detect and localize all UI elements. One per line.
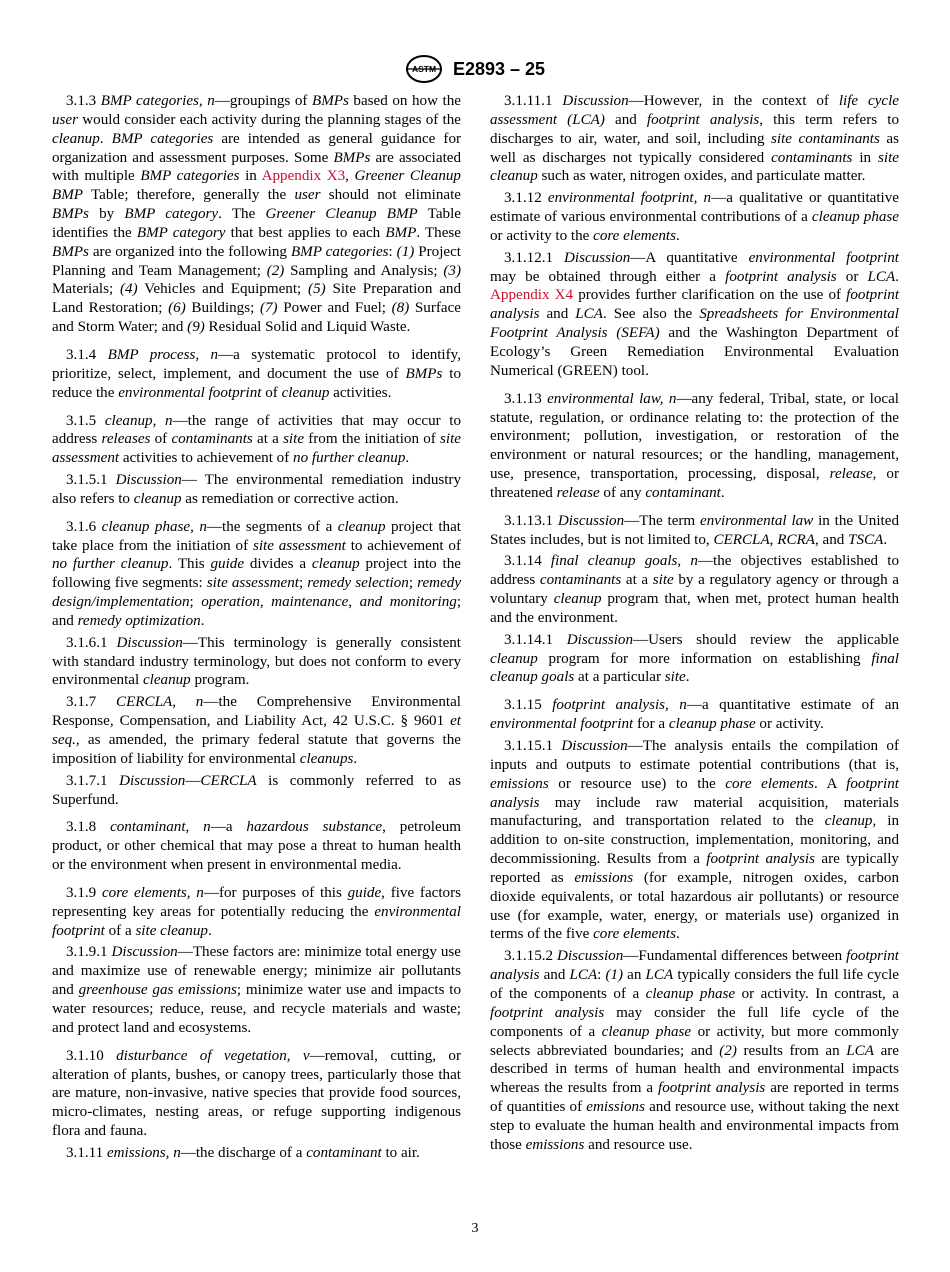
discussion-3-1-6-1: 3.1.6.1 Discussion—This terminology is generally consistent with standard industry terminology, but does not conform to every environmental cleanup program. bbox=[52, 634, 462, 689]
definition-3-1-4: 3.1.4 BMP process, n—a systematic protocol to identify, prioritize, select, implement, and document the use of BMPs to reduce the environmental footprint of cleanup activities. bbox=[52, 346, 461, 401]
definition-3-1-10: 3.1.10 disturbance of vegetation, v—removal, cutting, or alteration of plants, bushes, or canopy trees, particularly those that are mature, non-invasive, native species that provide food sources, micro-climates, nesting areas, or refuge supporting indigenous flora and fauna. bbox=[52, 1047, 461, 1140]
discussion-3-1-15-1: 3.1.15.1 Discussion—The analysis entails the compilation of inputs and outputs to estimate potential contributions (that is, emissions or resource use) to the core elements. A footprint analysis may include raw material acquisition, materials manufacturing, and transportation related to the cleanup, in addition to on-site construction, implementation, monitoring, and decommissioning. Results from a footprint analysis are typically reported as emissions (for example, nitrogen oxides, carbon dioxide equivalents, or total hazardous air pollutants) or resource use (for example, water, energy, or materials use) organized in terms of the five core elements. bbox=[490, 738, 899, 943]
definition-3-1-8: 3.1.8 contaminant, n—a hazardous substance, petroleum product, or other chemical that may pose a threat to human health or the environment when present in environmental media. bbox=[52, 819, 461, 874]
left-column bbox=[52, 92, 461, 1166]
discussion-3-1-5-1: 3.1.5.1 Discussion— The environmental remediation industry also refers to cleanup as remediation or corrective action. bbox=[52, 472, 462, 507]
discussion-3-1-13-1: 3.1.13.1 Discussion—The term environmental law in the United States includes, but is not limited to, CERCLA, RCRA, and TSCA. bbox=[490, 512, 899, 548]
definition-3-1-7: 3.1.7 CERCLA, n—the Comprehensive Environmental Response, Compensation, and Liability Act, 42 U.S.C. § 9601 et seq., as amended, the primary federal statute that governs the imposition of liability for environmental cleanups. bbox=[52, 694, 461, 767]
appendix-x3-link[interactable]: Appendix X3 bbox=[261, 168, 346, 185]
definition-3-1-12: 3.1.12 environmental footprint, n—a qualitative or quantitative estimate of various environmental contributions of a cleanup phase or activity to the core elements. bbox=[490, 190, 899, 244]
appendix-x4-link[interactable]: Appendix X4 bbox=[490, 287, 574, 304]
page-header bbox=[0, 54, 950, 84]
definition-3-1-14: 3.1.14 final cleanup goals, n—the objectives established to address contaminants at a site by a regulatory agency or through a voluntary cleanup program that, when met, protect human health and the environment. bbox=[490, 553, 900, 626]
page-number: 3 bbox=[471, 1221, 479, 1236]
definition-3-1-3: 3.1.3 BMP categories, n—groupings of BMPs based on how the user would consider each activity during the planning stages of the cleanup. BMP categories are intended as general guidance for organization and assessment purposes. Some BMPs are associated with multiple BMP categories in Appendix X3, Greener Cleanup BMP Table; therefore, generally the user should not eliminate BMPs by BMP category. The Greener Cleanup BMP Table identifies the BMP category that best applies to each BMP. These BMPs are organized into the following BMP categories: (1) Project Planning and Team Management; (2) Sampling and Analysis; (3) Materials; (4) Vehicles and Equipment; (5) Site Preparation and Land Restoration; (6) Buildings; (7) Power and Fuel; (8) Surface and Storm Water; and (9) Residual Solid and Liquid Waste. bbox=[52, 93, 462, 336]
right-column bbox=[490, 92, 899, 1158]
definition-3-1-13: 3.1.13 environmental law, n—any federal, Tribal, state, or local statute, regulation, or ordinance relating to: the protection of the environment; pollution, investigation, or restoration of the environment or natural resources; or the handling, management, use, presence, transportation, processing, disposal, release, or threatened release of any contaminant. bbox=[490, 390, 899, 501]
astm-logo-icon bbox=[405, 54, 443, 84]
discussion-3-1-9-1: 3.1.9.1 Discussion—These factors are: minimize total energy use and maximize use of renewable energy; minimize air pollutants and greenhouse gas emissions; minimize water use and impacts to water resources; reduce, reuse, and recycle materials and waste; and protect land and ecosystems. bbox=[52, 944, 461, 1036]
definition-3-1-15: 3.1.15 footprint analysis, n—a quantitative estimate of an environmental footprint for a cleanup phase or activity. bbox=[490, 697, 899, 733]
discussion-3-1-12-1: 3.1.12.1 Discussion—A quantitative environmental footprint may be obtained through either a footprint analysis or LCA. Appendix X4 provides further clarification on the use of footprint analysis and LCA. See also the Spreadsheets for Environmental Footprint Analysis (SEFA) and the Washington Department of Ecology’s Green Remediation Environmental Evaluation Numerical (GREEN) tool. bbox=[490, 249, 900, 379]
discussion-3-1-11-1: 3.1.11.1 Discussion—However, in the context of life cycle assessment (LCA) and footprint analysis, this term refers to discharges to air, water, and soil, including site contaminants as well as discharges not typically considered contaminants in site cleanup such as water, nitrogen oxides, and particulate matter. bbox=[490, 93, 899, 185]
discussion-3-1-7-1: 3.1.7.1 Discussion—CERCLA is commonly referred to as Superfund. bbox=[52, 772, 462, 808]
definition-3-1-9: 3.1.9 core elements, n—for purposes of this guide, five factors representing key areas for potentially reducing the environmental footprint of a site cleanup. bbox=[52, 884, 461, 939]
definition-3-1-6: 3.1.6 cleanup phase, n—the segments of a cleanup project that take place from the initiation of site assessment to achievement of no further cleanup. This guide divides a cleanup project into the following five segments: site assessment; remedy selection; remedy design/implementation; operation, maintenance, and monitoring; and remedy optimization. bbox=[52, 518, 462, 629]
discussion-3-1-14-1: 3.1.14.1 Discussion—Users should review the applicable cleanup program for more information on establishing final cleanup goals at a particular site. bbox=[490, 631, 900, 686]
standard-designation: E2893 – 25 bbox=[452, 58, 546, 79]
definition-3-1-5: 3.1.5 cleanup, n—the range of activities that may occur to address releases of contaminants at a site from the initiation of site assessment activities to achievement of no further cleanup. bbox=[52, 412, 462, 467]
svg-text:ASTM: ASTM bbox=[411, 64, 436, 74]
discussion-3-1-15-2: 3.1.15.2 Discussion—Fundamental differences between footprint analysis and LCA: (1) an LCA typically considers the full life cycle of the components of a cleanup phase or activity. In contrast, a footprint analysis may consider the full life cycle of the components of a cleanup phase or activity, but more commonly selects abbreviated boundaries; and (2) results from an LCA are described in terms of human health and environmental impacts whereas the results from a footprint analysis are reported in terms of quantities of emissions and resource use, without taking the next step to evaluate the human health and environmental impacts from those emissions and resource use. bbox=[490, 948, 900, 1153]
definition-3-1-11: 3.1.11 emissions, n—the discharge of a contaminant to air. bbox=[66, 1144, 420, 1161]
